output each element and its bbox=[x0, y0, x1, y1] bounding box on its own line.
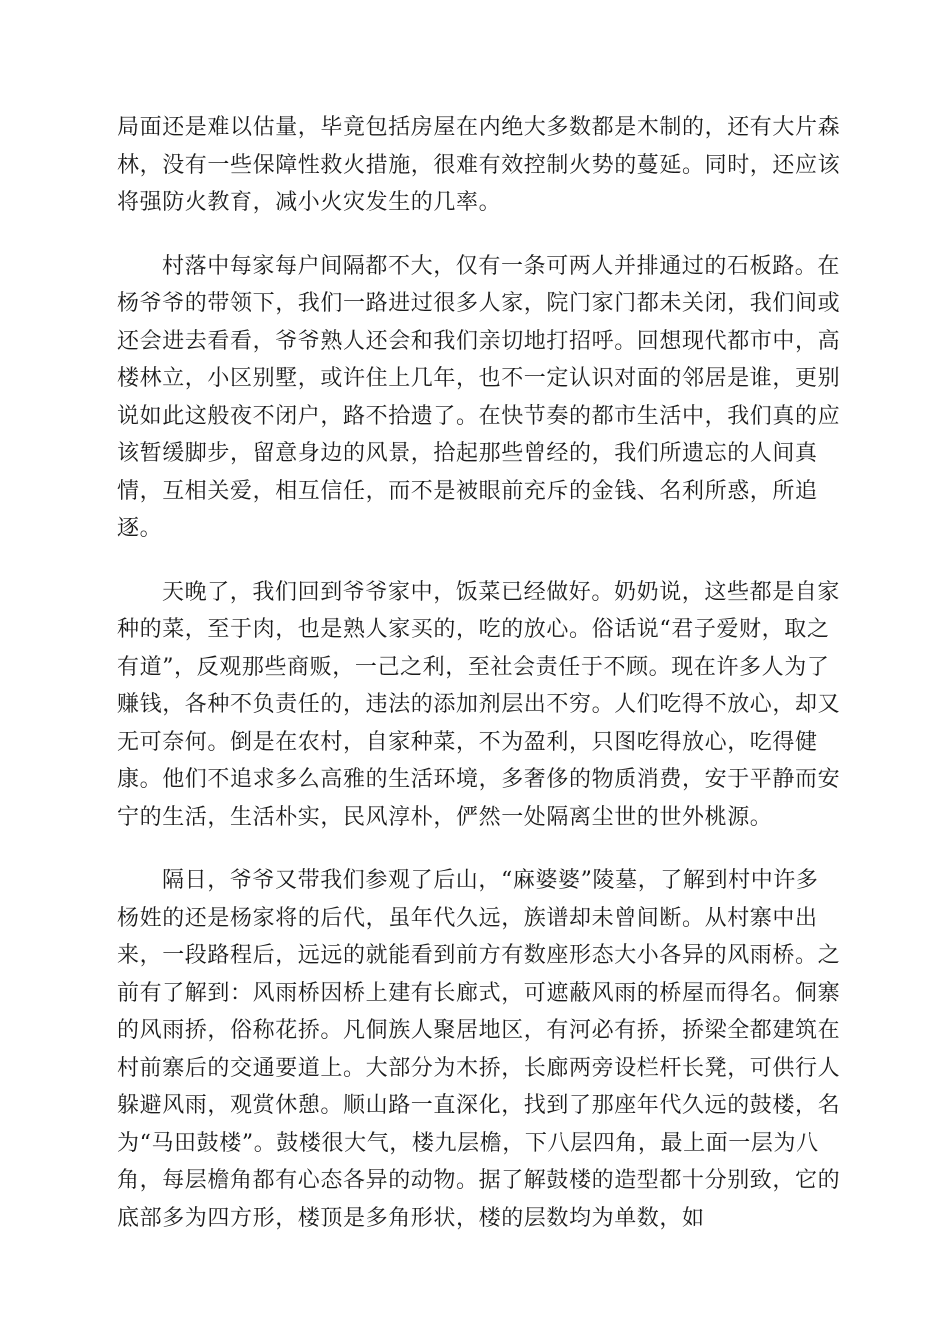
text-line: 为“马田鼓楼”。鼓楼很大气，楼九层檐，下八层四角，最上面一层为八 bbox=[117, 1130, 819, 1156]
text-line: 天晚了，我们回到爷爷家中，饭菜已经做好。奶奶说，这些都是自家 bbox=[162, 579, 841, 605]
text-line: 有道”，反观那些商贩，一己之利，至社会责任于不顾。现在许多人为了 bbox=[117, 654, 830, 680]
text-line: 杨爷爷的带领下，我们一路进过很多人家，院门家门都未关闭，我们间或 bbox=[117, 291, 841, 316]
body-text bbox=[117, 109, 841, 1263]
text-line: 村落中每家每户间隔都不大，仅有一条可两人并排通过的石板路。在 bbox=[162, 253, 841, 279]
text-line: 杨姓的还是杨家将的后代，虽年代久远，族谱却未曾间断。从村寨中出 bbox=[117, 905, 818, 931]
text-line: 赚钱，各种不负责任的，违法的添加剂层出不穷。人们吃得不放心，却又 bbox=[117, 692, 841, 717]
text-line: 前有了解到：风雨桥因桥上建有长廊式，可遮蔽风雨的桥屋而得名。侗寨 bbox=[117, 980, 841, 1006]
text-line: 说如此这般夜不闭户，路不拾遗了。在快节奏的都市生活中，我们真的应 bbox=[117, 403, 841, 429]
text-line: 情，互相关爱，相互信任，而不是被眼前充斥的金钱、名利所惑，所追 bbox=[117, 478, 818, 504]
text-line: 无可奈何。倒是在农村，自家种菜，不为盈利，只图吃得放心，吃得健 bbox=[117, 729, 818, 755]
text-line: 林，没有一些保障性救火措施，很难有效控制火势的蔓延。同时，还应该 bbox=[117, 152, 841, 178]
text-line: 隔日，爷爷又带我们参观了后山，“麻婆婆”陵墓，了解到村中许多 bbox=[162, 868, 819, 893]
text-line: 将强防火教育，减小火灾发生的几率。 bbox=[117, 190, 502, 215]
text-line: 楼林立，小区别墅，或许住上几年，也不一定认识对面的邻居是谁，更别 bbox=[117, 366, 841, 391]
text-line: 角，每层檐角都有心态各异的动物。据了解鼓楼的造型都十分别致，它的 bbox=[117, 1168, 841, 1193]
text-line: 躲避风雨，观赏休憩。顺山路一直深化，找到了那座年代久远的鼓楼，名 bbox=[117, 1093, 841, 1118]
text-line: 种的菜，至于肉，也是熟人家买的，吃的放心。俗话说“君子爱财，取之 bbox=[117, 617, 830, 642]
text-line: 底部多为四方形，楼顶是多角形状，楼的层数均为单数，如 bbox=[117, 1205, 705, 1231]
text-line: 来，一段路程后，远远的就能看到前方有数座形态大小各异的风雨桥。之 bbox=[117, 943, 841, 968]
text-line: 宁的生活，生活朴实，民风淳朴，俨然一处隔离尘世的世外桃源。 bbox=[117, 804, 773, 830]
text-line: 村前寨后的交通要道上。大部分为木挢，长廊两旁设栏杆长凳，可供行人 bbox=[117, 1055, 841, 1081]
paragraph-4 bbox=[117, 862, 841, 1237]
text-line: 局面还是难以估量，毕竟包括房屋在内绝大多数都是木制的，还有大片森 bbox=[117, 115, 841, 140]
paragraph-3 bbox=[117, 574, 841, 837]
text-line: 逐。 bbox=[117, 516, 163, 541]
text-line: 该暂缓脚步，留意身边的风景，拾起那些曾经的，我们所遗忘的人间真 bbox=[117, 441, 818, 466]
paragraph-1 bbox=[117, 109, 841, 222]
paragraph-2 bbox=[117, 248, 841, 548]
text-line: 的风雨挢，俗称花挢。凡侗族人聚居地区，有河必有挢，挢梁全都建筑在 bbox=[117, 1018, 841, 1043]
text-line: 还会进去看看，爷爷熟人还会和我们亲切地打招呼。回想现代都市中，高 bbox=[117, 328, 841, 354]
text-line: 康。他们不追求多么高雅的生活环境，多奢侈的物质消费，安于平静而安 bbox=[117, 767, 841, 792]
